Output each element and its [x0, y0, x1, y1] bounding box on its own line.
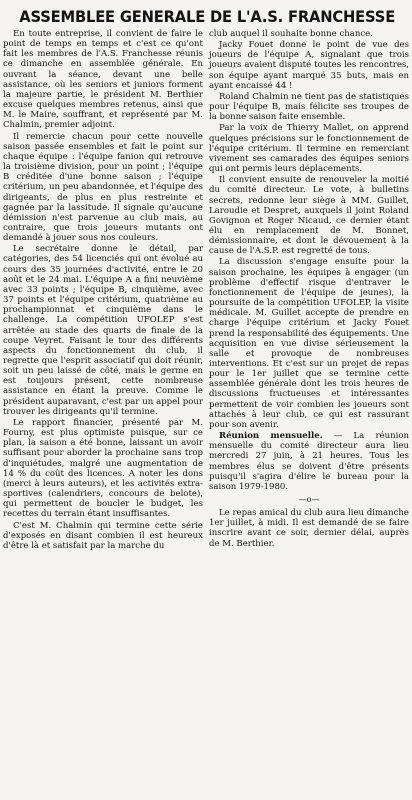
article-body [3, 29, 409, 551]
paragraph-president: Il remercie chacun pour cette nouvelle saison passée ensembles et fait le point sur chaque équipe : l'équipe fanion qui retrouve la troisième division, pour un point ; l'équipe B créditée d'une bonne saison ; l'équipe critérium, un peu abandonnée, et l'équipe des dirigeants, de plus en plus restreinte et gagnée par la lassitude. Il signale qu'aucune démission n'est parvenue au club mais, au contraire, que trois joueurs mutants ont demandé à jouer sous nos couleurs. [3, 131, 204, 244]
paragraph-reunion [209, 431, 409, 492]
paragraph-discussion: La discussion s'engage ensuite pour la saison prochaine, les équipes à engager (un problème d'effectif risque d'entraver le fonctionnement de l'équipe de jeunes), la poursuite de la compétition UFOLEP, la visite médicale. M. Guillet accepte de prendre en charge l'équipe critérium et Jacky Fouet prend la responsabilité des équipements. Une acquisition en vue divise sérieusement la salle et provoque de nombreuses interventions. Et c'est sur un projet de repas pour le 1er juillet que se termine cette assemblée générale dont les trois heures de discussions fructueuses et intéressantes permettent de voir combien les joueurs sont attachés à leur club, ce qui est rassurant pour son avenir. [209, 257, 409, 430]
article-headline: ASSEMBLEE GENERALE DE L'A.S. FRANCHESSE [19, 7, 396, 26]
paragraph-intro: En toute entreprise, il convient de faire le point de temps en temps et c'est ce qu'ont fait les membres de l'A.S. Franchesse réunis ce dimanche en assemblée générale. En ouvrant la séance, devant une belle assistance, où les seniors et juniors forment la majeure partie, le président M. Berthier excuse quelques membres retenus, ainsi que M. le Maire, souffrant, et représenté par M. Chalmin, premier adjoint. [3, 29, 203, 131]
paragraph-chalmin-b: Roland Chalmin ne tient pas de statistiques pour l'équipe B, mais félicite ses troupes de la bonne saison faite ensemble. [209, 91, 409, 123]
left-column [3, 29, 203, 551]
paragraph-repas: Le repas amical du club aura lieu dimanche 1er juillet, à midi. Il est demandé de se faire inscrire avant ce soir, dernier délai, auprès de M. Berthier. [209, 508, 409, 549]
paragraph-secretary: Le secrétaire donne le détail, par catégories, des 54 licenciés qui ont évolué au cours des 35 journées d'activité, entre le 20 août et le 24 mai. L'équipe A a fini neuvième avec 33 points ; l'équipe B, cinquième, avec 37 points et l'équipe critérium, quatrième au prochampionnat et cinquième dans le challenge. La compétition UFOLEP s'est arrêtée au stade des quarts de finale de la coupe Veyret. Faisant le tour des différents aspects du fonctionnement du club, il regrette que l'esprit associatif qui doit réunir, soit un peu laissé de côté, mais le germe en est toujours présent, cette nombreuse assistance en étant la preuve. Comme le président auparavant, c'est par un appel pour trouver les dirigeants qu'il termine. [3, 244, 203, 417]
paragraph-fouet: Jacky Fouet donne le point de vue des joueurs de l'équipe A, signalant que trois joueurs avaient disputé toutes les rencontres, son équipe ayant marqué 35 buts, mais en ayant encaissé 44 ! [209, 40, 409, 91]
reunion-text: — La réunion mensuelle du comité directeur aura lieu mercredi 27 juin, à 21 heures. Tous les membres élus se doivent d'être présents puisqu'il s'agira d'élire le bureau pour la saison 1979-1980. [209, 431, 409, 492]
separator: —o— [298, 495, 320, 505]
paragraph-continuation: club auquel il souhaite bonne chance. [209, 29, 373, 39]
paragraph-mallet: Par la voix de Thierry Mallet, on apprend quelques précisions sur le fonctionnement de l'équipe critérium. Il termine en remerciant vivement ses camarades des équipes seniors qui ont permis leurs déplacements. [209, 123, 409, 175]
paragraph-vote: Il convient ensuite de renouveler la moitié du comité directeur. Le vote, à bulletins secrets, redonne leur siège à MM. Guillet, Laroudie et Despret, auxquels il joint Roland Govignon et Roger Nicaud, ce dernier étant élu en remplacement de M. Bonnet, démissionnaire, et dont le dévouement à la cause de l'A.S.P. est regretté de tous. [209, 175, 409, 257]
paragraph-finance: Le rapport financier, présenté par M. Fourny, est plus optimiste puisque, sur ce plan, la saison a été bonne, laissant un avoir suffisant pour aborder la prochaine sans trop d'inquiétudes, malgré une augmentation de 14 % du coût des licences. A noter les dons (merci à leurs auteurs), et les activités extra-sportives (calendriers, concours de belote), qui permettent de boucler le budget, les recettes du terrain étant insuffisantes. [3, 417, 203, 520]
right-column [209, 29, 409, 551]
reunion-title: Réunion mensuelle. [219, 431, 323, 442]
paragraph-chalmin: C'est M. Chalmin qui termine cette série d'exposés en disant combien il est heureux d'être là et satisfait par la marche du [3, 520, 203, 551]
